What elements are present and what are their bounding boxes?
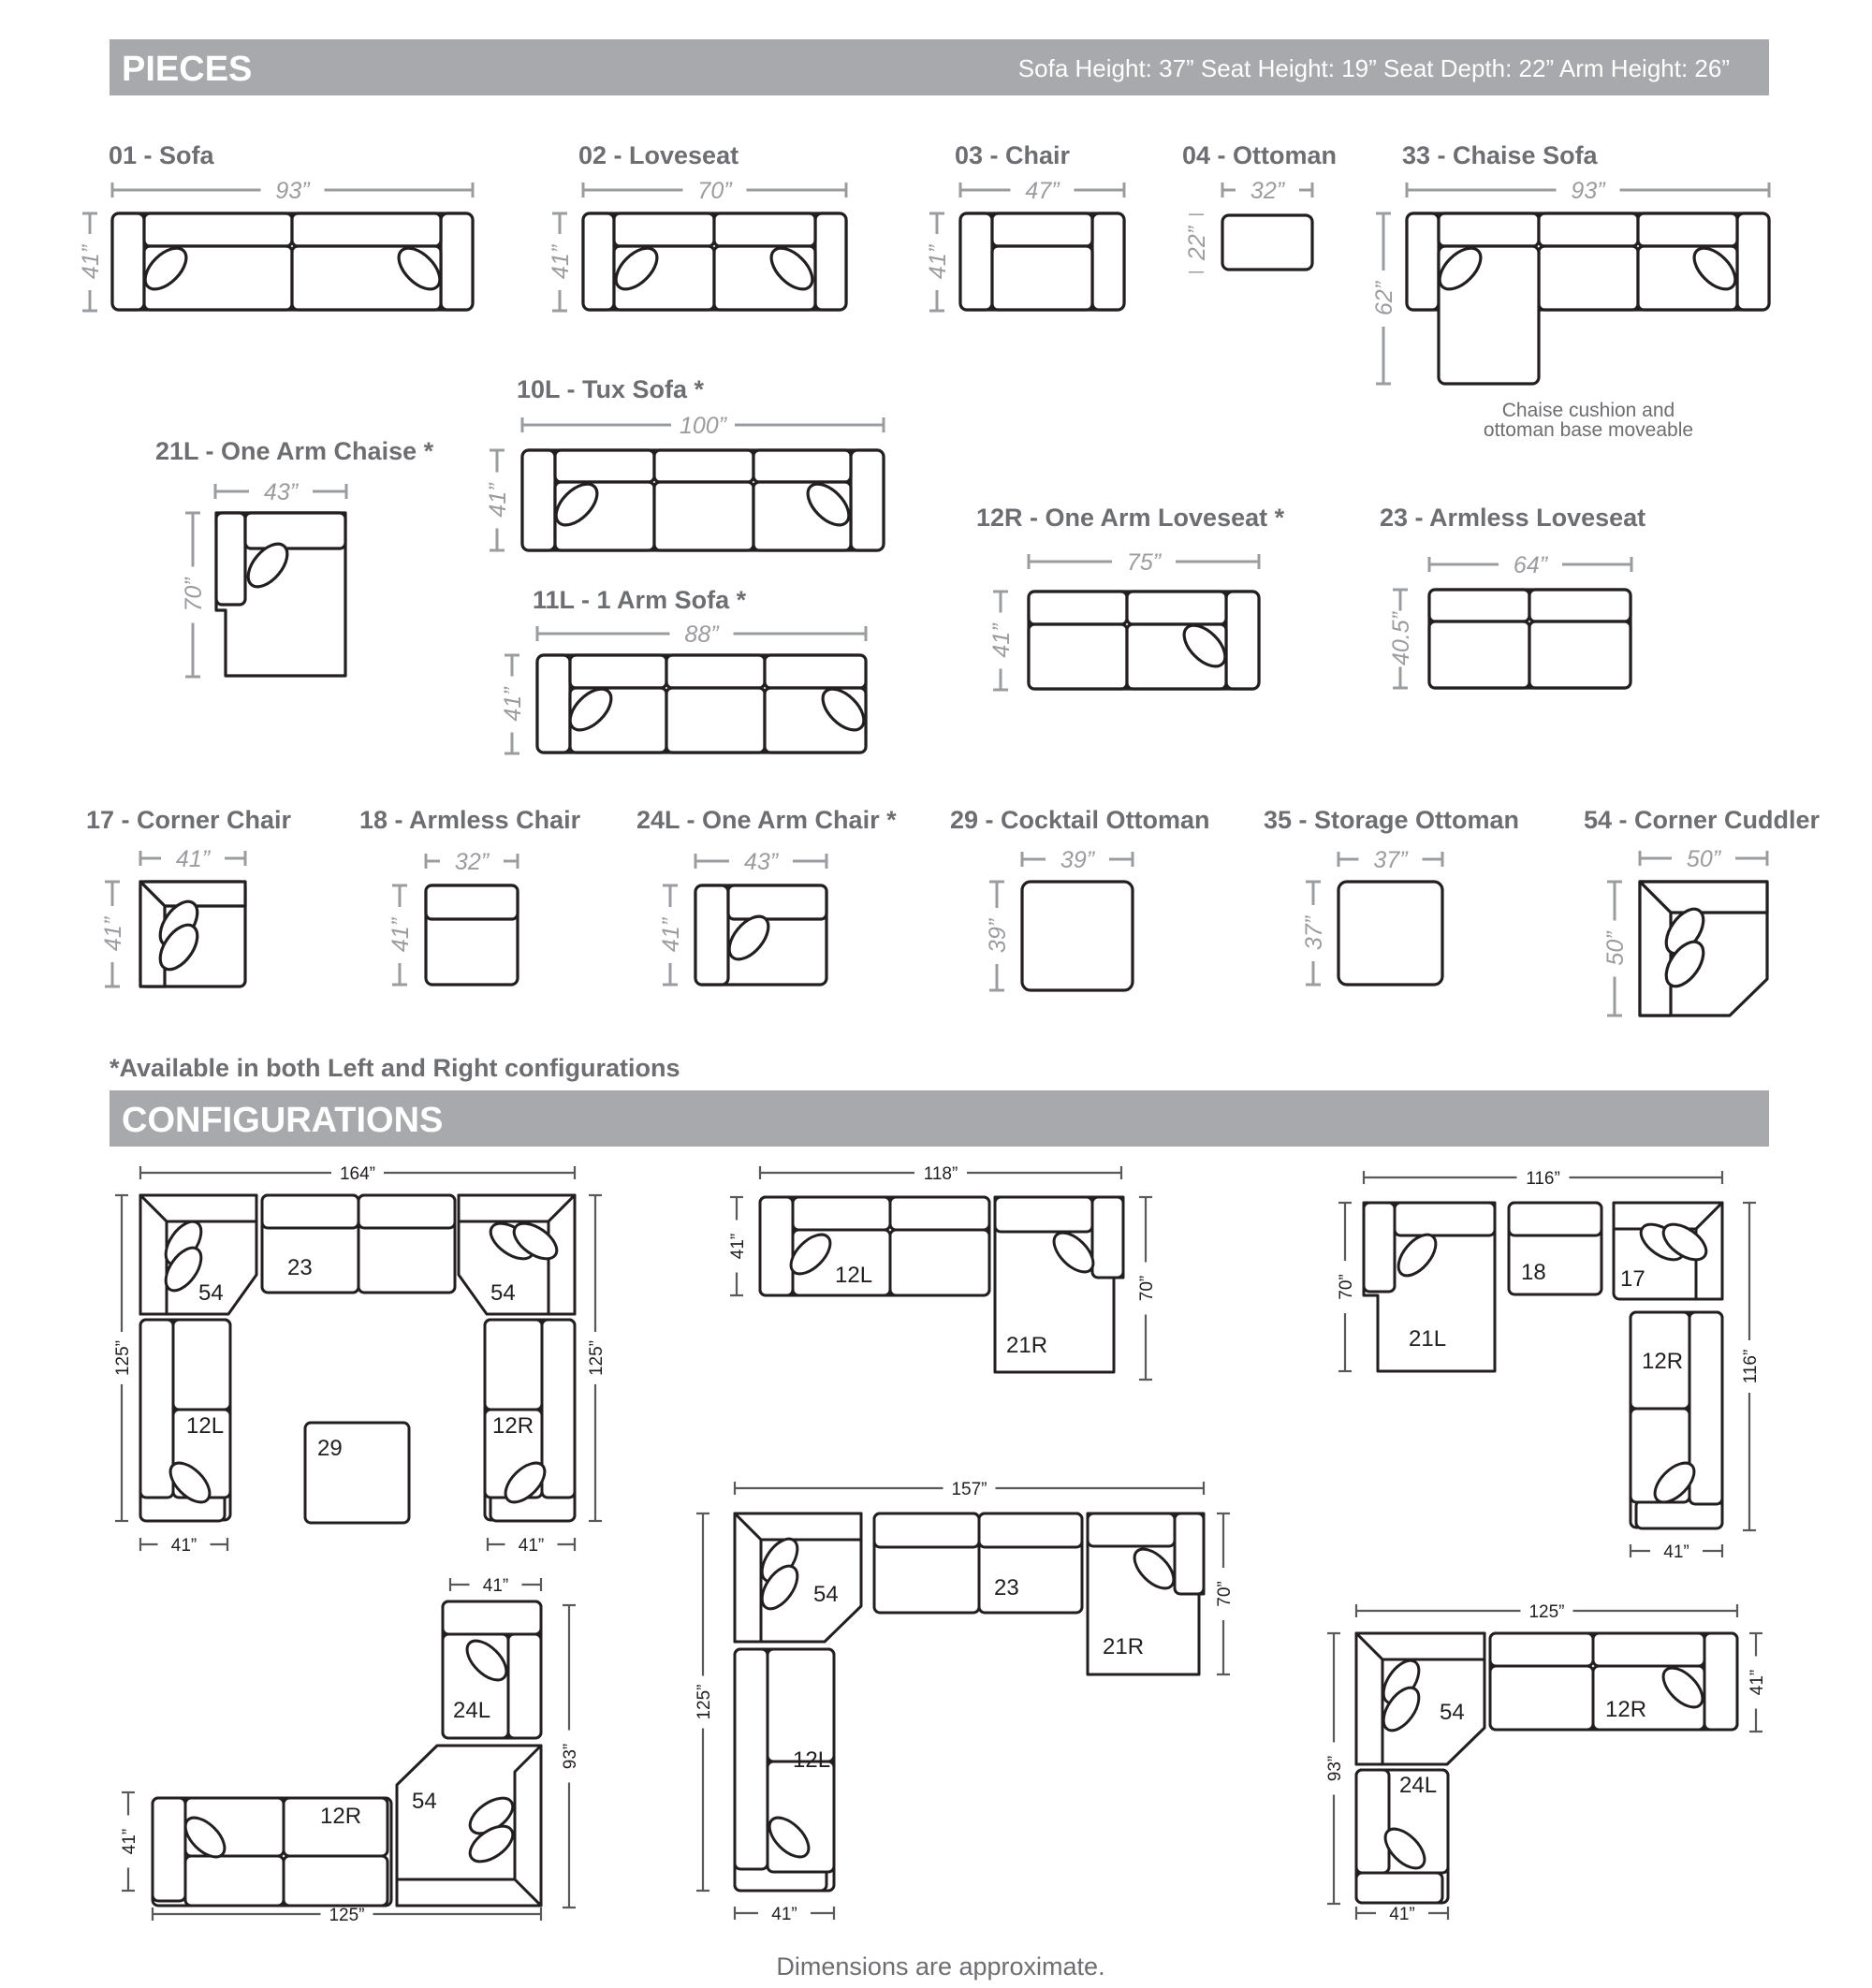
section-part [284,1856,388,1906]
section-part [1356,1770,1389,1873]
configuration-1 [110,1162,607,1556]
depth-dimension-label: 41” [388,917,414,953]
piece-name: 10L - Tux Sofa * [517,375,705,403]
section-label: 12R [1642,1349,1684,1374]
config-dimension-label: 157” [951,1480,987,1499]
piece-name: 35 - Storage Ottoman [1264,806,1520,834]
arm [537,655,570,753]
section-label: 18 [1521,1260,1546,1285]
seat-cushion [654,482,753,550]
pieces-title: PIECES [122,50,253,89]
config-dimension-label: 125” [695,1684,714,1720]
section-label: 54 [198,1280,224,1306]
depth-dimension-label: 41” [100,916,126,952]
configurations-drawings [110,1162,1767,1925]
back-cushion [1539,213,1638,246]
depth-dimension-label: 41” [78,244,104,280]
section-label: 21L [1409,1326,1447,1352]
config-dimension-label: 93” [561,1743,580,1770]
section-label: 12R [492,1413,534,1439]
piece-11l-one-arm-sofa [499,586,871,753]
config-dimension-label: 125” [113,1339,133,1377]
piece-name: 17 - Corner Chair [86,806,292,834]
config-dimension-label: 125” [1528,1602,1565,1622]
pieces-drawings [77,141,1821,1016]
ottoman-outline [1338,882,1442,985]
piece-10l-tux-sofa [484,375,884,550]
config-dimension-label: 41” [728,1233,748,1260]
depth-dimension-label: 62” [1371,281,1397,316]
footer-note: Dimensions are approximate. [776,1952,1105,1981]
section-part [995,1197,1092,1232]
piece-29-cocktail-ottoman [950,806,1210,990]
back-cushion [426,885,518,919]
piece-54-corner-cuddler [1584,806,1821,1016]
section-part [768,1649,834,1761]
left-arm [960,213,992,310]
piece-12r-one-arm-loveseat [976,504,1285,690]
back-cushion [666,655,765,688]
section-label: 54 [412,1789,437,1814]
piece-name: 18 - Armless Chair [359,806,581,834]
width-dimension-label: 41” [175,846,211,872]
piece-name: 54 - Corner Cuddler [1584,806,1821,834]
piece-name: 01 - Sofa [109,141,214,169]
piece-name: 21L - One Arm Chaise * [155,437,434,465]
section-part [890,1230,989,1295]
section-part [1175,1513,1204,1594]
width-dimension-label: 32” [1250,178,1285,204]
configurations-title: CONFIGURATIONS [122,1101,444,1140]
piece-17-corner-chair [86,806,292,987]
section-label: 21R [1006,1333,1048,1358]
configuration-6 [1323,1600,1767,1924]
width-dimension-label: 75” [1126,549,1162,576]
ottoman-outline [1022,882,1133,990]
seat-cushion [666,688,765,753]
section-part [262,1195,358,1228]
depth-dimension-label: 50” [1602,931,1629,966]
section-label: 17 [1620,1266,1645,1292]
section-part [760,1197,793,1295]
config-dimension-label: 118” [923,1164,958,1184]
section-part [1704,1633,1737,1730]
piece-name: 04 - Ottoman [1182,141,1338,169]
section-part [485,1320,542,1410]
config-dimension-label: 41” [170,1536,197,1556]
section-label: 23 [994,1575,1019,1601]
section-label: 54 [813,1582,839,1607]
back-cushion [765,655,866,688]
width-dimension-label: 88” [684,621,719,648]
right-arm [851,450,884,550]
piece-name: 33 - Chaise Sofa [1402,141,1598,169]
piece-03-chair [924,141,1124,311]
section-label: 29 [317,1436,343,1461]
section-part [1088,1513,1175,1546]
section-label: 24L [453,1698,491,1723]
section-part [173,1320,230,1410]
section-part [508,1634,541,1738]
config-dimension-label: 70” [1215,1581,1235,1607]
section-part [735,1649,768,1869]
arm [1226,592,1259,689]
piece-04-ottoman [1182,141,1337,271]
seat-cushion [1029,624,1127,689]
width-dimension-label: 70” [697,178,732,204]
left-arm [522,450,555,550]
width-dimension-label: 39” [1060,847,1095,873]
right-arm [815,213,846,310]
arm [695,885,728,985]
right-arm [441,213,473,310]
piece-name: 23 - Armless Loveseat [1380,504,1646,532]
seat-cushion [992,246,1092,310]
chaise-note-line1: Chaise cushion and [1501,400,1675,421]
back-cushion [1127,592,1226,624]
left-arm [112,213,144,310]
width-dimension-label: 100” [679,413,727,439]
section-part [542,1320,575,1498]
back-cushion [753,450,851,482]
depth-dimension-label: 37” [1301,915,1327,951]
depth-dimension-label: 40.5” [1388,612,1414,665]
piece-23-armless-loveseat [1380,504,1645,688]
depth-dimension-label: 70” [181,577,207,612]
piece-21l-one-arm-chaise [155,437,434,677]
piece-02-loveseat [547,141,846,311]
depth-dimension-label: 41” [548,244,574,280]
configuration-4 [117,1573,580,1925]
piece-name: 12R - One Arm Loveseat * [976,504,1285,532]
section-part [185,1856,284,1906]
back-cushion [728,885,826,919]
section-part [1356,1873,1442,1903]
width-dimension-label: 32” [454,849,490,875]
back-cushion [1638,213,1737,246]
piece-name: 11L - 1 Arm Sofa * [533,586,747,614]
section-label: 23 [287,1255,313,1280]
section-part [979,1513,1082,1547]
depth-dimension-label: 41” [925,244,951,280]
seat-cushion [1539,246,1638,310]
back-cushion [1029,592,1127,624]
back-cushion [397,1879,541,1906]
width-dimension-label: 37” [1373,847,1408,873]
section-label: 12L [835,1263,873,1288]
seat-cushion [1529,621,1631,688]
back-cushion [992,213,1092,246]
piece-name: 24L - One Arm Chair * [636,806,897,834]
back-cushion [245,513,345,548]
width-dimension-label: 43” [743,849,779,875]
back-cushion [714,213,815,246]
config-dimension-label: 164” [339,1164,376,1184]
depth-dimension-label: 41” [500,687,526,722]
right-arm [1737,213,1769,310]
section-part [443,1601,541,1634]
config-dimension-label: 116” [1526,1169,1560,1189]
width-dimension-label: 64” [1513,552,1548,578]
config-dimension-label: 125” [587,1339,607,1377]
left-arm [583,213,614,310]
section-part [1593,1633,1704,1666]
section-part [140,1320,173,1498]
depth-dimension-label: 41” [658,917,684,953]
piece-name: 29 - Cocktail Ottoman [950,806,1210,834]
config-dimension-label: 41” [482,1576,509,1596]
piece-name: 02 - Loveseat [578,141,739,169]
depth-dimension-label: 39” [985,918,1011,954]
back-cushion [654,450,753,482]
depth-dimension-label: 41” [988,623,1015,658]
width-dimension-label: 47” [1025,178,1060,204]
chaise-note-line2: ottoman base moveable [1483,419,1694,441]
config-dimension-label: 70” [1337,1274,1356,1300]
pieces-specs: Sofa Height: 37” Seat Height: 19” Seat Depth: 22” Arm Height: 26” [1017,54,1730,82]
section-label: 54 [1440,1700,1465,1725]
config-dimension-label: 41” [1663,1542,1689,1562]
left-arm [1407,213,1439,310]
section-part [1509,1203,1601,1235]
section-label: 12L [793,1747,831,1773]
depth-dimension-label: 22” [1184,226,1210,261]
piece-name: 03 - Chair [955,141,1071,169]
section-part [890,1197,989,1230]
section-part [1364,1203,1395,1292]
width-dimension-label: 93” [1571,178,1605,204]
section-part [1490,1633,1593,1666]
width-dimension-label: 43” [263,479,299,505]
width-dimension-label: 50” [1686,846,1721,872]
config-dimension-label: 41” [518,1536,545,1556]
section-label: 21R [1103,1634,1145,1659]
section-label: 12L [186,1413,225,1439]
piece-18-armless-chair [359,806,581,985]
config-dimension-label: 70” [1137,1275,1157,1302]
piece-35-storage-ottoman [1264,806,1519,985]
configuration-5 [692,1477,1235,1924]
availability-note: *Available in both Left and Right configurations [110,1054,680,1082]
configuration-2 [725,1162,1157,1380]
config-dimension-label: 125” [329,1906,365,1925]
piece-33-chaise-sofa [1370,141,1769,441]
section-label: 12R [320,1804,362,1829]
right-arm [1092,213,1124,310]
section-part [1490,1666,1593,1730]
back-cushion [292,213,441,246]
section-part [793,1197,890,1230]
config-dimension-label: 41” [120,1828,139,1855]
back-cushion [1429,590,1529,621]
ottoman-outline [1222,215,1312,270]
section-label: 24L [1399,1773,1438,1798]
width-dimension-label: 93” [275,178,310,204]
section-label: 12R [1605,1697,1647,1722]
piece-01-sofa [77,141,473,311]
back-cushion [1439,213,1539,246]
piece-24l-one-arm-chair [636,806,897,985]
section-part [1395,1203,1495,1235]
back-cushion [144,213,292,246]
config-dimension-label: 41” [1748,1669,1767,1696]
back-cushion [555,450,654,482]
config-dimension-label: 41” [1389,1905,1415,1924]
depth-dimension-label: 41” [485,483,511,518]
section-part [358,1195,455,1228]
back-cushion [614,213,714,246]
config-dimension-label: 93” [1325,1755,1345,1782]
config-dimension-label: 116” [1741,1349,1761,1384]
back-cushion [1529,590,1631,621]
section-part [1092,1197,1123,1278]
section-part [153,1798,185,1901]
configuration-3 [1334,1166,1761,1562]
config-dimension-label: 41” [771,1905,797,1924]
back-cushion [570,655,666,688]
arm [216,513,245,605]
seat-cushion [1429,621,1529,688]
section-label: 54 [490,1280,516,1306]
section-part [874,1513,979,1547]
